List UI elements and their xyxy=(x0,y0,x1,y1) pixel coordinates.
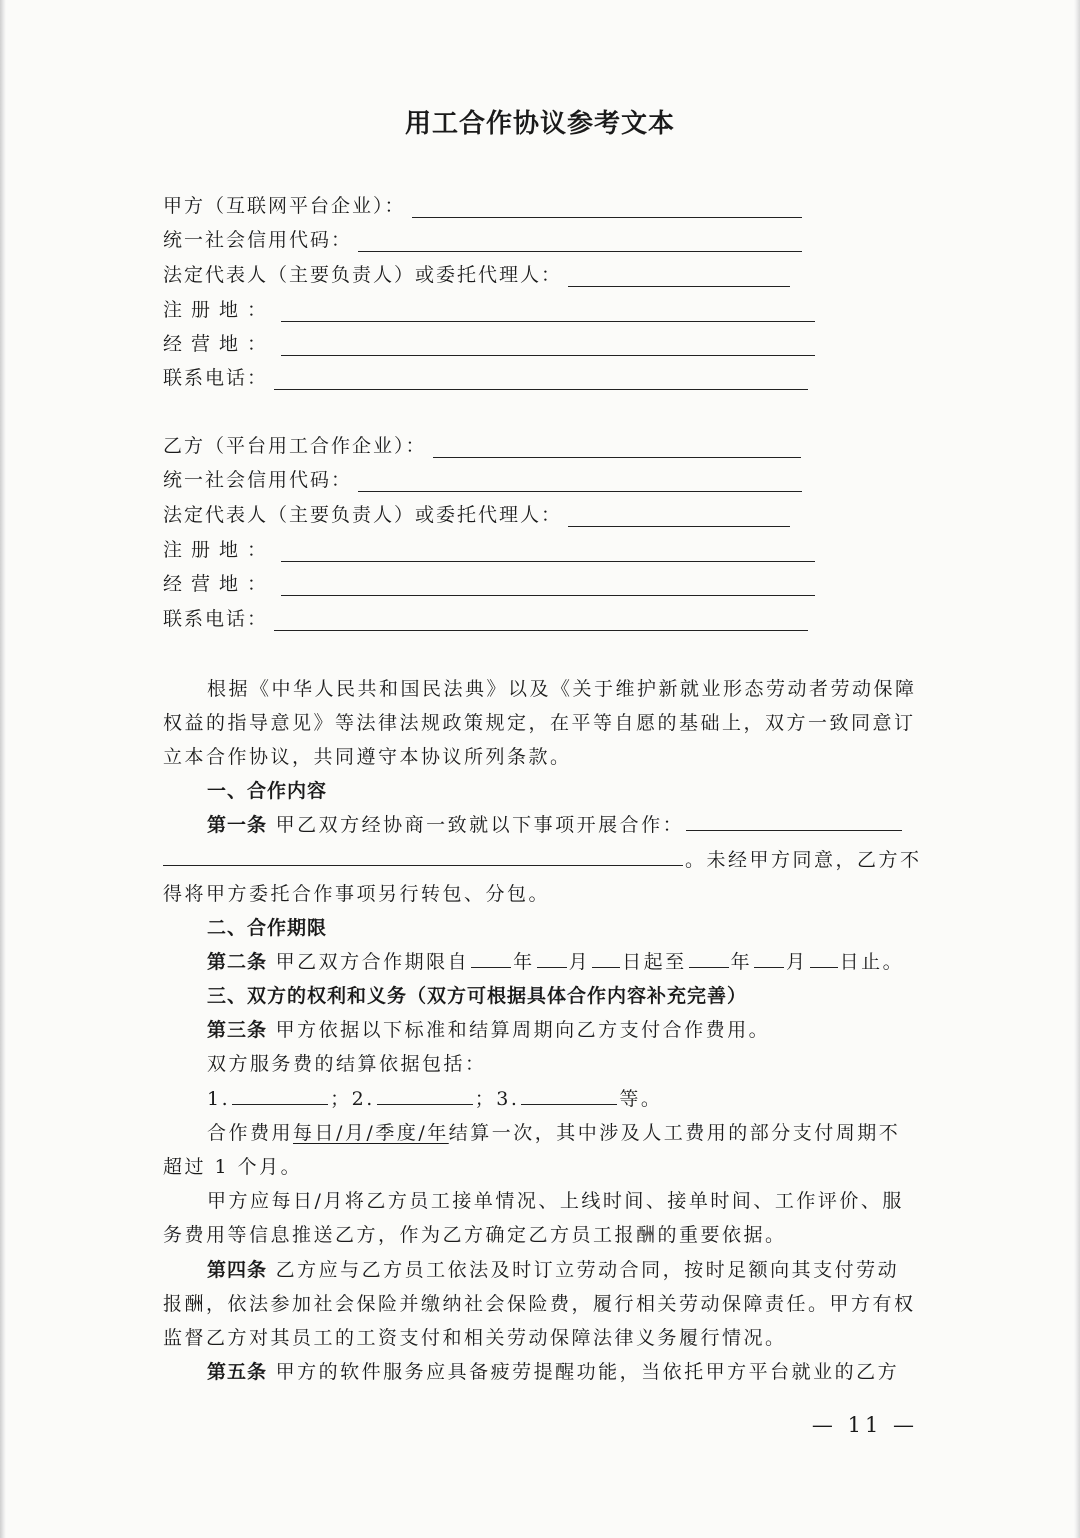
article-3-label: 第三条 xyxy=(207,1019,268,1041)
article-3-push-line-2: 务费用等信息推送乙方，作为乙方确定乙方员工报酬的重要依据。 xyxy=(163,1224,787,1246)
party-b-business-label: 经营地： xyxy=(163,573,276,595)
article-3-period-line-2: 超过 1 个月。 xyxy=(163,1156,303,1178)
preamble-line-3: 立本合作协议，共同遵守本协议所列条款。 xyxy=(163,746,572,768)
article-2-prefix: 甲乙双方合作期限自 xyxy=(275,951,470,973)
item-1-blank[interactable] xyxy=(232,1082,328,1105)
party-a-representative-label: 法定代表人（主要负责人）或委托代理人： xyxy=(163,264,563,286)
party-b-name-blank[interactable] xyxy=(433,437,801,458)
party-a-representative-field xyxy=(163,257,790,287)
page-number: — 11 — xyxy=(811,1413,918,1437)
article-5-label: 第五条 xyxy=(207,1361,268,1383)
party-b-credit-code-field xyxy=(163,462,802,492)
article-1-line-2 xyxy=(163,843,922,878)
article-1-blank-2[interactable] xyxy=(163,843,683,866)
party-b-phone-blank[interactable] xyxy=(274,610,808,631)
item-3-blank[interactable] xyxy=(521,1082,617,1105)
party-b-business-blank[interactable] xyxy=(281,575,815,596)
article-1-label: 第一条 xyxy=(207,814,268,836)
article-3-basis: 双方服务费的结算依据包括： xyxy=(207,1053,487,1075)
party-a-registered-label: 注册地： xyxy=(163,299,276,321)
party-b-representative-label: 法定代表人（主要负责人）或委托代理人： xyxy=(163,504,563,526)
article-3-period-line xyxy=(207,1116,918,1151)
preamble-line-2: 权益的指导意见》等法律法规政策规定，在平等自愿的基础上，双方一致同意订 xyxy=(163,712,916,734)
section-2-heading: 二、合作期限 xyxy=(207,917,328,939)
end-day-blank[interactable] xyxy=(810,945,838,968)
party-b-registered-field xyxy=(163,532,815,562)
start-day-blank[interactable] xyxy=(592,945,620,968)
article-4-line-2: 报酬，依法参加社会保险并缴纳社会保险费，履行相关劳动保障责任。甲方有权 xyxy=(163,1293,916,1315)
article-1-text-1: 甲乙双方经协商一致就以下事项开展合作： xyxy=(275,814,685,836)
article-3-push-line-1: 甲方应每日/月将乙方员工接单情况、上线时间、接单时间、工作评价、服 xyxy=(207,1190,904,1212)
article-1-blank-1[interactable] xyxy=(686,808,902,831)
start-day-unit: 日起至 xyxy=(622,951,687,973)
party-b-representative-blank[interactable] xyxy=(568,506,790,527)
party-a-name-field xyxy=(163,188,802,218)
start-year-unit: 年 xyxy=(513,951,535,973)
article-4-line-1 xyxy=(207,1253,918,1288)
party-a-phone-blank[interactable] xyxy=(274,369,808,390)
party-b-business-field xyxy=(163,566,815,596)
article-1-line-3: 得将甲方委托合作事项另行转包、分包。 xyxy=(163,883,551,905)
item-3-label: ；3. xyxy=(474,1088,520,1110)
article-5-text-1: 甲方的软件服务应具备疲劳提醒功能，当依托甲方平台就业的乙方 xyxy=(275,1361,900,1383)
party-b-name-field xyxy=(163,428,801,458)
period-suffix: 结算一次，其中涉及人工费用的部分支付周期不 xyxy=(448,1122,901,1144)
end-month-blank[interactable] xyxy=(754,945,784,968)
start-month-unit: 月 xyxy=(568,951,591,973)
article-1-line-1 xyxy=(207,808,918,843)
item-1-label: 1. xyxy=(207,1088,231,1110)
article-1-text-2: 。未经甲方同意，乙方不 xyxy=(685,849,922,871)
start-year-blank[interactable] xyxy=(471,945,511,968)
preamble-line-1: 根据《中华人民共和国民法典》以及《关于维护新就业形态劳动者劳动保障 xyxy=(207,678,917,700)
article-3-text: 甲方依据以下标准和结算周期向乙方支付合作费用。 xyxy=(275,1019,771,1041)
end-year-blank[interactable] xyxy=(689,945,729,968)
article-4-line-3: 监督乙方对其员工的工资支付和相关劳动保障法律义务履行情况。 xyxy=(163,1327,787,1349)
article-5-line-1 xyxy=(207,1355,918,1390)
scan-edge-right xyxy=(1074,0,1080,1538)
end-year-unit: 年 xyxy=(730,951,753,973)
party-b-credit-code-label: 统一社会信用代码： xyxy=(163,469,353,491)
article-4-text-1: 乙方应与乙方员工依法及时订立劳动合同，按时足额向其支付劳动 xyxy=(275,1259,900,1281)
items-etc: 等。 xyxy=(619,1088,663,1110)
article-2-label: 第二条 xyxy=(207,951,268,973)
party-a-phone-field xyxy=(163,360,808,390)
party-a-credit-code-blank[interactable] xyxy=(358,231,802,252)
party-a-phone-label: 联系电话： xyxy=(163,367,269,389)
article-4-label: 第四条 xyxy=(207,1259,268,1281)
section-1-heading: 一、合作内容 xyxy=(207,780,328,802)
party-b-name-label: 乙方（平台用工合作企业）： xyxy=(163,435,427,457)
article-2-line xyxy=(207,945,918,980)
period-options[interactable]: 每日/月/季度/年 xyxy=(293,1122,449,1144)
article-3-line-1 xyxy=(207,1013,918,1048)
party-a-business-label: 经营地： xyxy=(163,333,276,355)
section-3-heading: 三、双方的权利和义务（双方可根据具体合作内容补充完善） xyxy=(207,985,748,1007)
document-title: 用工合作协议参考文本 xyxy=(404,109,675,139)
item-2-label: ；2. xyxy=(330,1088,375,1110)
article-3-items xyxy=(207,1082,918,1117)
party-a-registered-field xyxy=(163,292,815,322)
party-b-registered-label: 注册地： xyxy=(163,539,276,561)
party-a-registered-blank[interactable] xyxy=(281,301,815,322)
party-a-credit-code-field xyxy=(163,222,802,252)
party-a-name-blank[interactable] xyxy=(412,197,802,218)
party-b-credit-code-blank[interactable] xyxy=(358,471,802,492)
party-b-phone-field xyxy=(163,601,808,631)
scan-edge-left xyxy=(0,0,6,1538)
party-a-representative-blank[interactable] xyxy=(568,266,790,287)
party-a-business-field xyxy=(163,326,815,356)
period-prefix: 合作费用 xyxy=(207,1122,294,1144)
party-b-phone-label: 联系电话： xyxy=(163,608,269,630)
party-b-representative-field xyxy=(163,497,790,527)
party-b-registered-blank[interactable] xyxy=(281,541,815,562)
start-month-blank[interactable] xyxy=(537,945,567,968)
item-2-blank[interactable] xyxy=(377,1082,473,1105)
party-a-business-blank[interactable] xyxy=(281,335,815,356)
party-a-credit-code-label: 统一社会信用代码： xyxy=(163,229,353,251)
end-day-unit: 日止。 xyxy=(839,951,905,973)
end-month-unit: 月 xyxy=(786,951,808,973)
party-a-name-label: 甲方（互联网平台企业）： xyxy=(163,195,406,217)
